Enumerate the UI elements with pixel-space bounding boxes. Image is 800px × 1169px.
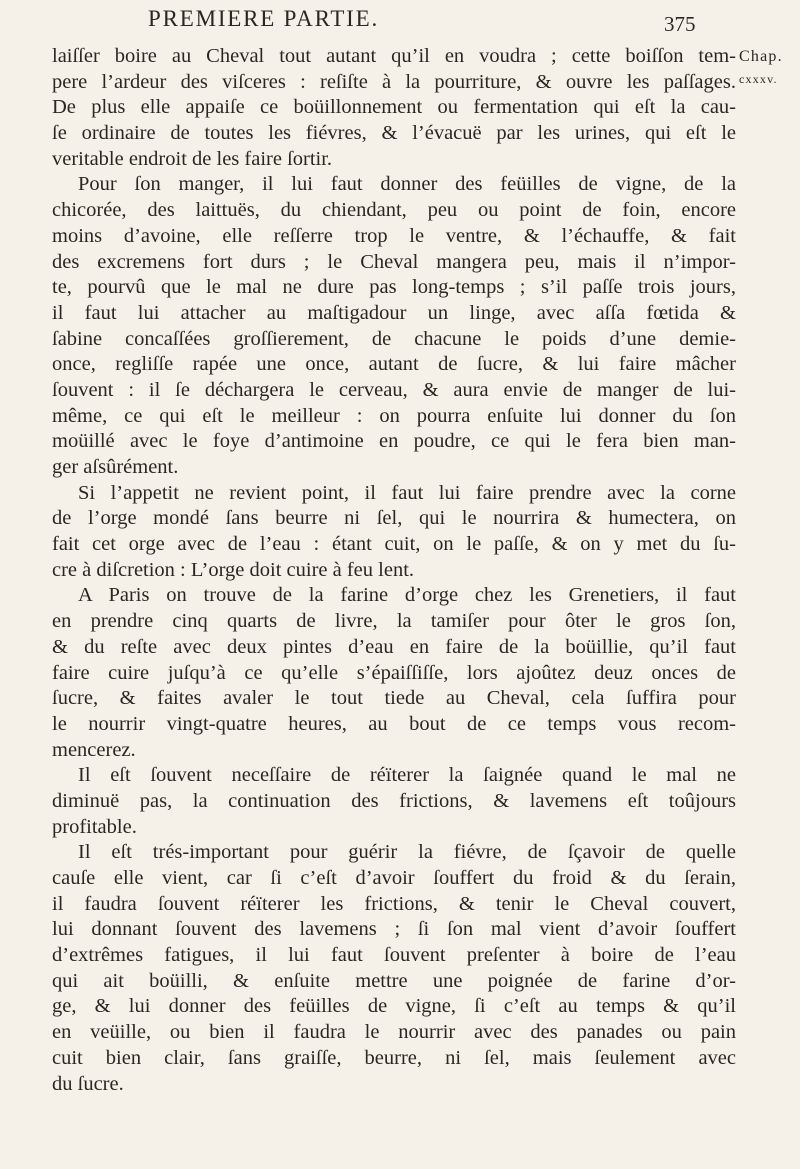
text-line: diminuë pas, la continuation des frictions, & lavemens eſt toûjours bbox=[52, 789, 736, 812]
text-line: cre à diſcretion : L’orge doit cuire à feu lent. bbox=[52, 558, 415, 581]
text-line: laiſſer boire au Cheval tout autant qu’il en voudra ; cette boiſſon tem- bbox=[52, 45, 736, 67]
text-line: mencerez. bbox=[52, 738, 136, 761]
text-line: fait cet orge avec de l’eau : étant cuit, on le paſſe, & on y met du ſu- bbox=[52, 533, 736, 556]
text-line: veritable endroit de les faire ſortir. bbox=[52, 147, 333, 170]
text-line: de l’orge mondé ſans beurre ni ſel, qui le nourrira & humectera, on bbox=[52, 507, 736, 530]
text-line: moüillé avec le foye d’antimoine en poudre, ce qui le fera bien man- bbox=[52, 430, 736, 453]
margin-chapter-number: cxxxv. bbox=[739, 72, 778, 86]
text-line: lui donnant ſouvent des lavemens ; ſi ſon mal vient d’avoir ſouffert bbox=[52, 918, 736, 941]
body-text bbox=[52, 44, 736, 1097]
text-line: once, regliſſe rapée une once, autant de ſucre, & lui faire mâcher bbox=[52, 353, 736, 376]
text-line: pere l’ardeur des viſceres : reſiſte à la pourriture, & ouvre les paſſages. bbox=[52, 70, 736, 93]
text-line: des excremens fort durs ; le Cheval mangera peu, mais il n’impor- bbox=[52, 250, 736, 273]
text-line: en veüille, ou bien il faudra le nourrir avec des panades ou pain bbox=[52, 1021, 736, 1044]
text-line: A Paris on trouve de la farine d’orge chez les Grenetiers, il faut bbox=[78, 584, 736, 607]
text-line: te, pourvû que le mal ne dure pas long-temps ; s’il paſſe trois jours, bbox=[52, 276, 736, 299]
text-line: ge, & lui donner des feüilles de vigne, ſi c’eſt au temps & qu’il bbox=[52, 995, 736, 1018]
text-line: chicorée, des laittuës, du chiendant, peu ou point de foin, encore bbox=[52, 199, 736, 222]
text-line: De plus elle appaiſe ce boüillonnement ou fermentation qui eſt la cau- bbox=[52, 96, 736, 119]
text-line: Il eſt trés-important pour guérir la fiévre, de ſçavoir de quelle bbox=[78, 841, 736, 864]
text-line: cauſe elle vient, car ſi c’eſt d’avoir ſouffert du froid & du ſerain, bbox=[52, 867, 736, 889]
margin-chapter-label: Chap. bbox=[739, 48, 783, 65]
text-line: Si l’appetit ne revient point, il faut lui faire prendre avec la corne bbox=[78, 481, 736, 504]
text-line: ger aſsûrément. bbox=[52, 456, 179, 478]
text-line: il faudra ſouvent réïterer les frictions, & tenir le Cheval couvert, bbox=[52, 892, 736, 915]
text-line: le nourrir vingt-quatre heures, au bout de ce temps vous recom- bbox=[52, 712, 736, 735]
text-line: ſe ordinaire de toutes les fiévres, & l’évacuë par les urines, qui eſt le bbox=[52, 122, 736, 145]
text-line: & du reſte avec deux pintes d’eau en faire de la boüillie, qu’il faut bbox=[52, 635, 736, 658]
text-line: du ſucre. bbox=[52, 1072, 124, 1095]
text-line: Pour ſon manger, il lui faut donner des feüilles de vigne, de la bbox=[78, 173, 736, 196]
text-line: d’extrêmes fatigues, il lui faut ſouvent preſenter à boire de l’eau bbox=[52, 944, 736, 967]
text-line: ſabine concaſſées groſſierement, de chacune le poids d’une demie- bbox=[52, 327, 736, 350]
text-line: cuit bien clair, ſans graiſſe, beurre, ni ſel, mais ſeulement avec bbox=[52, 1046, 736, 1069]
text-line: qui ait boüilli, & enſuite mettre une poignée de farine d’or- bbox=[52, 969, 736, 992]
text-line: ſouvent : il ſe déchargera le cerveau, & aura envie de manger de lui- bbox=[52, 378, 736, 401]
text-line: Il eſt ſouvent neceſſaire de réïterer la ſaignée quand le mal ne bbox=[78, 764, 736, 787]
text-line: il faut lui attacher au maſtigadour un linge, avec aſſa fœtida & bbox=[52, 301, 736, 324]
margin-note bbox=[739, 46, 799, 90]
text-line: en prendre cinq quarts de livre, la tamiſer pour ôter le gros ſon, bbox=[52, 610, 736, 633]
running-title: PREMIERE PARTIE. bbox=[148, 6, 380, 31]
text-line: moins d’avoine, elle reſſerre trop le ventre, & l’échauffe, & fait bbox=[52, 224, 736, 247]
text-line: faire cuire juſqu’à ce qu’elle s’épaiſſiſſe, lors ajoûtez deuz onces de bbox=[52, 661, 736, 684]
text-line: profitable. bbox=[52, 815, 137, 838]
page-number: 375 bbox=[664, 12, 696, 36]
text-line: ſucre, & faites avaler le tout tiede au Cheval, cela ſuffira pour bbox=[52, 687, 736, 710]
text-line: même, ce qui eſt le meilleur : on pourra enſuite lui donner du ſon bbox=[52, 404, 736, 427]
